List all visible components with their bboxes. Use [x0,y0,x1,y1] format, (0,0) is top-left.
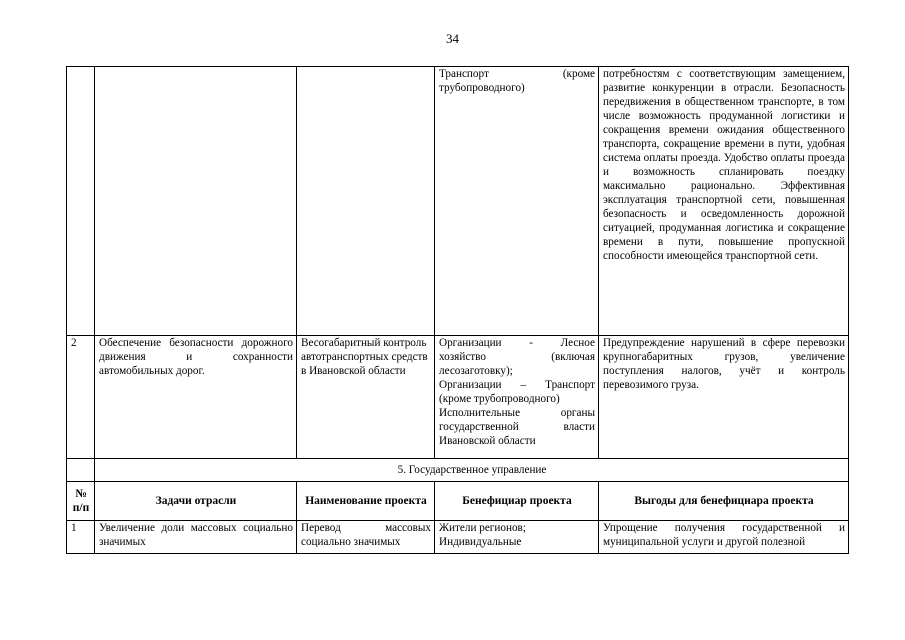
beneficiary-line: Организации - Лесное хозяйство (включая лесозаготовку); [439,337,595,377]
industry-task-cell: Увеличение доли массовых социально значимых [95,521,297,554]
project-name-cell [297,67,435,336]
table-header-row [67,482,849,521]
benefits-cell: потребностям с соответствующим замещением, развитие конкуренции в отрасли. Безопасность передвижения в общественном транспорте, в том числе возможность продуманной логистики и сокращения времени ожидания общественного транспорта, сокращение времени в пути, удобная система оплаты проезда. Удобство оплаты проезда и возможность спланировать поездку максимально рационально. Эффективная эксплуатация транспортной сети, повышенная безопасность и осведомленность дорожной ситуацией, продуманная логистика и сокращение времени в пути, повышение пропускной способности имеющейся транспортной сети. [599,67,849,336]
table-row [67,336,849,459]
document-table [66,66,849,554]
table-row [67,521,849,554]
header-beneficiary: Бенефициар проекта [435,482,599,521]
section-title: 5. Государственное управление [95,459,849,482]
page-number: 34 [446,31,459,46]
industry-task-cell: Обеспечение безопасности дорожного движения и сохранности автомобильных дорог. [95,336,297,459]
header-number: № п/п [67,482,95,521]
project-name-cell: Перевод массовых социально значимых [297,521,435,554]
beneficiary-cell [435,336,599,459]
industry-task-cell [95,67,297,336]
header-industry-tasks: Задачи отрасли [95,482,297,521]
beneficiary-line: Организации – Транспорт (кроме трубопроводного) [439,379,595,405]
header-project-name: Наименование проекта [297,482,435,521]
section-row [67,459,849,482]
row-number-cell: 1 [67,521,95,554]
benefits-cell: Упрощение получения государственной и муниципальной услуги и другой полезной [599,521,849,554]
beneficiary-cell: Транспорт (кроме трубопроводного) [435,67,599,336]
row-number-cell: 2 [67,336,95,459]
row-number-cell [67,67,95,336]
table-row [67,67,849,336]
beneficiary-cell: Жители регионов; Индивидуальные [435,521,599,554]
beneficiary-line: Исполнительные органы государственной власти Ивановской области [439,407,595,447]
section-spacer-cell [67,459,95,482]
benefits-cell: Предупреждение нарушений в сфере перевозки крупногабаритных грузов, увеличение поступления налогов, учёт и контроль перевозимого груза. [599,336,849,459]
header-benefits: Выгоды для бенефициара проекта [599,482,849,521]
project-name-cell: Весогабаритный контроль автотранспортных средств в Ивановской области [297,336,435,459]
